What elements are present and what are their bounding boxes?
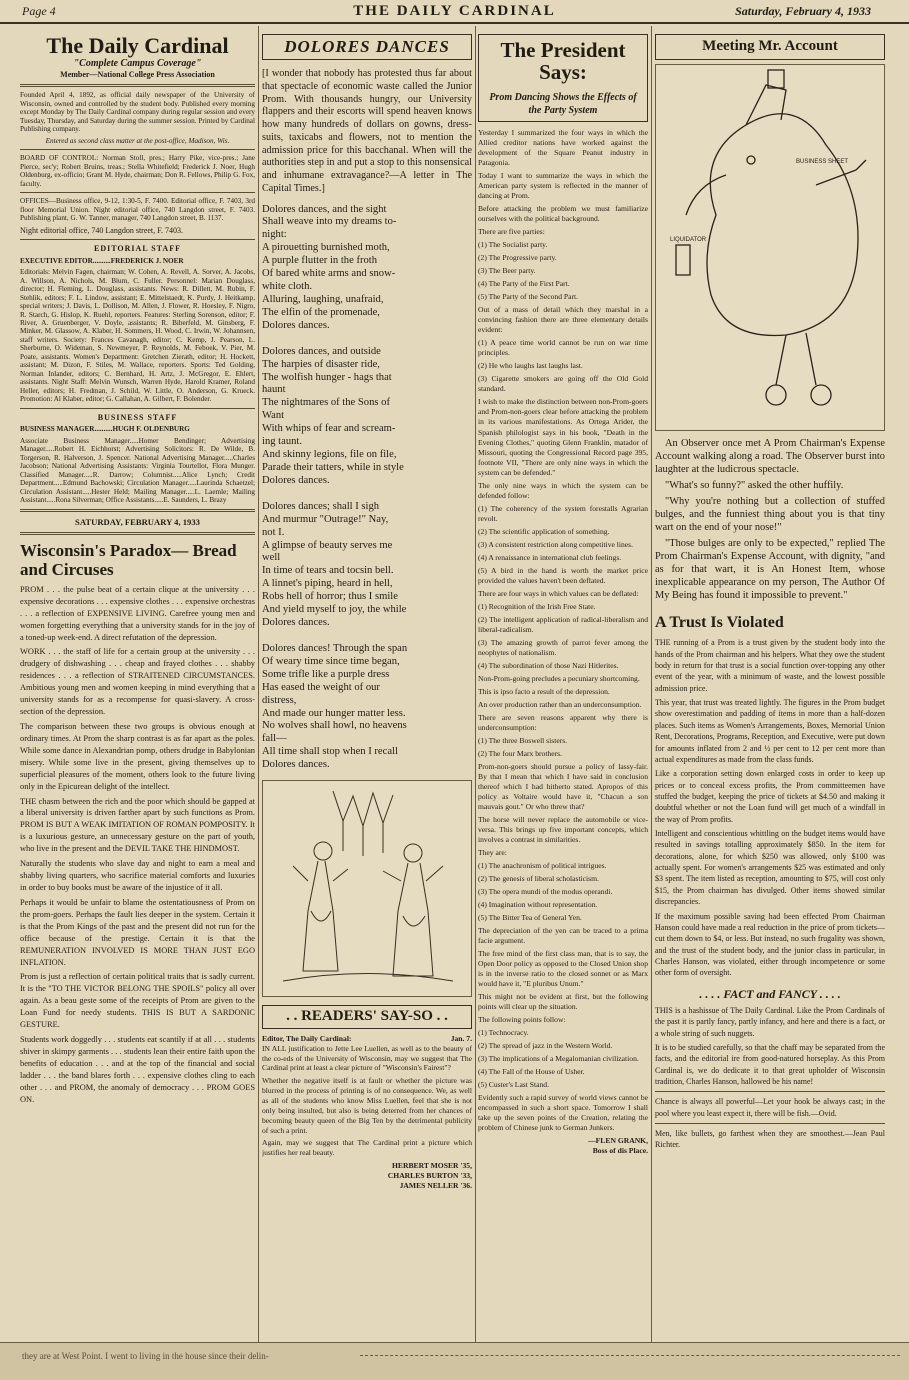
president-signature-title: Boss of dis Place. [592,1146,648,1156]
president-paragraph: Evidently such a rapid survey of world views cannot be encompassed in such a short space. Tomorrow I shall take up the seven points of the Creation, relating the problem of Chinese junk to German Junkers. [478,1093,648,1133]
letter-date: Jan. 7. [450,1033,472,1043]
president-paragraph: (2) The scientific application of something. [478,526,610,536]
president-paragraph: Before attacking the problem we must familiarize ourselves with the political background. [478,204,648,224]
paper-name: The Daily Cardinal [46,33,229,58]
president-paragraph: This might not be evident at first, but the following points will clear up the situation. [478,992,648,1012]
letter-paragraph: IN ALL justification to Jette Lee Luellen, as well as to the beauty of the co-eds of the University of Wisconsin, may we suggest that The Cardinal print at least a clear picture of "Wisconsin's Fairest"? [262,1043,472,1073]
trust-paragraph: This year, that trust was treated lightly. The figures in the Prom budget show overestimation and padding of items in more than a half-dozen places. Such items as Women's Arrangements, Boxes, Memorial Union Rent, Decorations, Programs, Reception, and Executive, were put down for amounts inflated from 2 and ½ per cent to 12 per cent more than actual expenditures as made from the class funds. [655,698,885,764]
fact-and-fancy-heading: . . . . FACT and FANCY . . . . [699,986,841,1001]
president-paragraph: (1) The Socialist party. [478,240,548,250]
dancers-illustration [262,780,472,997]
poem-body: Dolores dances, and the sight Shall weave into my dreams to- night: A pirouetting burnished moth, A purple flutter in the froth Of bared white arms and snow- white cloth. Alluring, laughing, unafraid, The elfin of the promenade, Dolores dances. Dolores dances, and outside The harpies of disaster ride, The wolfish hunger - hags that haunt The nightmares of the Sons of Want With whips of fear and scream- ing taunt. And skinny legions, file on file, Parade their tatters, while in style Dolores dances. Dolores dances; shall I sigh And murmur "Outrage!" Nay, not I. A glimpse of beauty serves me well In time of tears and tocsin bell. A linnet's piping, heard in hell, Robs hell of horror; thus I smile And yield myself to joy, the while Dolores dances. Dolores dances! Through the span Of weary time since time began, Some trifle like a purple dress Has eased the weight of our distress, And made our hunger matter less. No wolves shall howl, no heavens fall— All time shall stop when I recall Dolores dances. [262,203,408,771]
founded-text: Founded April 4, 1892, as official daily newspaper of the University of Wisconsin, owned and controlled by the student body. Published every morning except Monday by The Daily Cardinal company during regular session and every Tuesday, Thursday, and Saturday during the summer session. Printed by Cardinal Publishing company. [20,91,255,134]
divider [20,239,255,240]
president-paragraph: This is ipso facto a result of the depression. [478,686,610,696]
president-paragraph: Non-Prom-going precludes a pecuniary shortcoming. [478,673,640,683]
editorial-staff-list: Editorials: Melvin Fagen, chairman; W. Cohen, A. Revell, A. Sorver, A. Jacobs, A. Willson, A. Nichols, M. Blum, C. Fuller. Personnel: Marian Douglass, director; H. Fleming, L. Douglass, assistants. News: R. Dillett, M. Rubin, F. Stehlik, editors; F. L. Lindow, assistant; E. Mittelstaedt, K. Purdy, J. Heitkamp, special writers; J. Davis, L. Dollison, M. Allen, J. Flower, R. Hoesley, F. Nigro, R. Starch, G. Hislop, K. Ruehl, reporters. Features: Sterling Sorenson, editor; F. River, A. Gruenberger, V. Doyle, assistants; R. Biberfeld, M. Ginsberg, F. Minker, M. Glassow, A. Klaber, H. Sommers, H. Wood, C. Irwin, W. Johannsen, staff writers. Society: Frances Cavanagh, editor; C. Kemp, J. Pearson, L. Sherburne, O. Wideman, S. Newmeyer, P. Reynolds, M. Feboek, V. Pier, M. Poate, assistants. Women's Department: Gretchen Zierath, editor; H. Hockett, assistant; M. Dizon, F. Stiles, M. Wallace, reporters. Sports: Ted Golding, Norman Inlander, editors; C. Bernhard, H. Artz, J. McGregor, E. Ehlert, assistants. Night Staff: Melvin Wunsch, Warren Hyde, Harold Kramer, Roland Heller, editors; H. Fredman, J. Schild, W. Little, O. Anderson, G. Krueck. Promotion: Al Klaber, editor; G. Callahan, A. Gilbert, F. Bolender. [20,268,255,404]
president-paragraph: (5) Custer's Last Stand. [478,1080,549,1090]
president-says-subtitle: Prom Dancing Shows the Effects of the Party System [489,92,637,117]
president-paragraph: They are: [478,848,507,858]
president-says-body [478,128,648,1133]
header-date: Saturday, February 4, 1933 [735,4,871,18]
letter-signer: CHARLES BURTON '33, [387,1171,472,1181]
president-paragraph: (2) The Progressive party. [478,253,557,263]
entered-text: Entered as second class matter at the post-office, Madison, Wis. [45,136,230,145]
president-paragraph: Out of a mass of detail which they marshal in a convincing fashion there are three elementary details evident: [478,305,648,335]
president-paragraph: (4) The Fall of the House of Usher. [478,1067,585,1077]
president-paragraph: (4) The Party of the First Part. [478,279,570,289]
editorial-body [20,584,255,1106]
trust-violated-title: A Trust Is Violated [655,613,784,631]
letter-salutation: Editor, The Daily Cardinal: [262,1033,352,1043]
editorial-paragraph: Students work doggedly . . . students eat scantily if at all . . . students shiver in skimpy garments . . . students lean their entire faith upon the benefits of education . . . and at the top of the financial and social ladder . . . the band blares forth . . . expensive clothes cling to each other . . . and PROM, the anomaly of democracy . . . PROM GOES ON. [20,1035,255,1104]
readers-say-so-heading: . . READERS' SAY-SO . . [262,1005,472,1029]
cartoon-label: BUSINESS SHEET [796,158,849,165]
trust-paragraph: THE running of a Prom is a trust given by the student body into the hands of the Prom chairman and his helpers. What they owe the student body in return for that trust is a social function over-topping any other event of the year, with a minimum of waste, and the lowest possible admission price. [655,638,885,693]
editorial-staff-heading: EDITORIAL STAFF [94,244,181,254]
readers-letter [262,1035,472,1191]
masthead: THE DAILY CARDINAL [353,3,556,19]
president-paragraph: (2) The intelligent application of radical-liberalism and liberal-radicalism. [478,614,648,634]
president-paragraph: The only nine ways in which the system can be defended follow: [478,480,648,500]
divider [20,192,255,193]
president-paragraph: The free mind of the first class man, that is to say, the Open Door policy as opposed to the Closed Union shop is in the inverse ratio to the closed sonnet or as Marx would have it, "E pluribus Unum." [478,949,648,989]
letter-paragraph: Whether the negative itself is at fault or whether the picture was blurred in the process of printing is of no consequence. We, as well as all of the students who know Miss Luellen, feel that she is not only being insulted, but also is being deterred from her chances of becoming beauty queen of the Big Ten by the detrimental publicity of such a print. [262,1076,472,1135]
president-paragraph: (3) The Beer party. [478,266,536,276]
fact-paragraph: THIS is a hashissue of The Daily Cardinal. Like the Prom Cardinals of the past it is partly fancy, partly infancy, and here and there is a fact, or a whole string of such nuggets. [655,1005,885,1038]
column-meeting-trust [655,28,885,1338]
president-paragraph: (2) The spread of jazz in the Western World. [478,1041,613,1051]
member-line: Member—National College Press Association [60,69,215,79]
poem-intro-text: [I wonder that nobody has protested thus far about that spectacle of economic waste called the Junior Prom. With thousands hungry, our University flappers and their escorts will spend heaven knows how many hundreds of dollars on gowns, dress-suits, taxicabs and flowers, not to mention the admission price for this bacchanal. When will the authorities step in and put a stop to this nonsensical and inhumane extravagance?—A letter in The Capital Times.] [262,68,472,194]
column-rule [258,26,259,1342]
column-president-says [478,28,648,1338]
poem-title: DOLORES DANCES [262,34,472,60]
night-office: Night editorial office, 740 Langdon street, F. 7403. [20,225,183,235]
meeting-paragraph: "What's so funny?" asked the other huffily. [665,479,844,491]
column-rule [651,26,652,1342]
executive-editor: EXECUTIVE EDITOR..........FREDERICK J. NOER [20,256,184,265]
divider [20,532,255,535]
slogan: "Complete Campus Coverage" [73,58,202,70]
president-paragraph: (4) The subordination of those Nazi Hitlerites. [478,660,619,670]
cartoon-label: LIQUIDATOR [670,236,707,243]
letter-signer: JAMES NELLER '36. [399,1180,472,1190]
trust-violated-body [655,637,885,1151]
president-paragraph: An over production rather than an underconsumption. [478,699,642,709]
trust-paragraph: Intelligent and conscientious whittling on the budget items would have resulted in savings totalling approximately $850. In the item for decorations, alone, for which $250 was allowed, only $100 was actually spent. For women's arrangements $25 was estimated and only $3 spent. The item listed as reception, amounting to $75, will cost only $15, the Prom chairman has divulged. Other items showed similar discrepancies. [655,829,885,907]
president-paragraph: There are seven reasons apparent why there is underconsumption: [478,712,648,732]
page-number: Page 4 [22,4,56,18]
president-paragraph: There are four ways in which values can be deflated: [478,588,639,598]
president-signature: —FLEN GRANK, [588,1136,648,1146]
president-says-box [478,34,648,122]
editorial-paragraph: WORK . . . the staff of life for a certain group at the university . . . drudgery of dishwashing . . . cheap and frayed clothes . . . shabby residences . . . a reflection of STRAITENED CIRCUMSTANCES. Ambitious young men and women keeping in mind everything that a university stands for as a recompense for quasi-slavery. A cross-section of the depression. [20,647,255,717]
president-says-title: The President Says: [500,38,626,85]
fact-paragraph: It is to be studied carefully, so that the chaff may be separated from the facts, and the editorial ire from good-natured horseplay. As this Prom Cardinal is, we do dedicate it to that great upholder of Wisconsin tradition, Charles Hanson, hallowed be his name! [655,1042,885,1087]
divider [20,509,255,512]
column-rule [475,26,476,1342]
president-paragraph: (1) The three Boswell sisters. [478,735,568,745]
president-paragraph: Yesterday I summarized the four ways in which the Allied creditor nations have worked against the development of the Square Peanut industry in Patagonia. [478,128,648,168]
divider [655,1123,885,1124]
editorial-paragraph: Perhaps it would be unfair to blame the ostentatiousness of Prom on the prom-goers. Perhaps the fault lies deeper in the system. Certain it is that the Prom Kings of the past and the present did not run for the office because of the prestige. Certain it is that the REMUNERATION INVOLVED IS MORE THAN JUST EGO INFLATION. [20,897,255,967]
quote-ovid: Chance is always all powerful—Let your hook be always cast; in the pool where you least expect it, there will be fish.—Ovid. [655,1097,885,1118]
column-poem-letters [262,28,472,1338]
letter-paragraph: Again, may we suggest that The Cardinal print a picture which justifies her real beauty. [262,1138,472,1158]
editorial-paragraph: PROM . . . the pulse beat of a certain clique at the university . . . expensive decorations . . . expensive clothes . . . expensive orchestras . . . a reflection of EXPENSIVE LIVING. Carefree young men and women forgetting everything that a university stands for in the joy of a toned-up week-end. A direct refutation of the depression. [20,584,255,642]
president-paragraph: Today I want to summarize the ways in which the American party system is reflected in the manner of dancing at Prom. [478,171,648,201]
bottom-strip-text: they are at West Point. I went to living in the house since their delin- [22,1351,269,1361]
editorial-title: Wisconsin's Paradox— Bread and Circuses [20,540,237,580]
president-paragraph: (1) A peace time world cannot be run on war time principles. [478,338,648,358]
president-paragraph: (3) The implications of a Megalomanian civilization. [478,1054,639,1064]
issue-date: SATURDAY, FEBRUARY 4, 1933 [75,516,200,527]
meeting-text [655,437,885,602]
president-paragraph: (3) The amazing growth of parrot fever among the neophytes of nationalism. [478,637,648,657]
editorial-paragraph: Naturally the students who slave day and night to earn a meal and shabby living quarters, who sacrifice material comforts and luxuries in order to buy books must be aware of the injustice of it all. [20,859,255,892]
bottom-torn-strip [0,1342,909,1380]
trust-paragraph: Like a corporation setting down enlarged costs in order to keep up prices or to conceal excess profits, the Prom committeemen have stuffed the budget, keeping the price of tickets at $4.50 and making it doubtful whether or not the Loan fund will get much of a windfall in the way of Prom profits. [655,769,885,824]
tear-line [360,1355,900,1364]
editorial-paragraph: THE chasm between the rich and the poor which should be gapped at a liberal university is driven farther apart by such functions as Prom. PROM IS BUT A WEAK IMITATION OF ROMAN POMPOSITY. It is a luxurious gesture, an unnecessary gesture on the part of youth, who live in the present and the DEVIL TAKE THE HINDMOST. [20,796,255,854]
president-paragraph: (2) He who laughs last laughs last. [478,361,583,371]
offices-text: OFFICES—Business office, 9-12, 1:30-5, F. 7400. Editorial office, F. 7403, 3rd floor Memorial Union. Night editorial office, 740 Langdon street, F. 7403. Publishing plant, G. W. Tanner, manager, 740 Langdon street, B. 1137. [20,197,255,223]
cartoon-drawing [656,65,884,428]
meeting-mr-account-heading: Meeting Mr. Account [655,34,885,60]
president-paragraph: (1) The coherency of the system forestalls Agrarian revolt. [478,503,648,523]
editorial-paragraph: Prom is just a reflection of certain political traits that is sadly current. It is the "TO THE VICTOR BELONG THE SPOILS" policy all over again. As a beau geste some of the receipts of Prom are given to the Loan Fund for needy students. THIS IS BUT A SARDONIC GESTURE. [20,972,255,1030]
business-staff-list: Associate Business Manager.....Homer Bendinger; Advertising Manager.....Robert H. Eichhorst; Advertising Solicitors: R. De Wilde, B. Torgerson, R. Halverson, J. Spencer. National Advertising Manager.....Charles Jacobson; National Advertising Assistants: Virginia Tourtellot, Flora Munger. Classified Manager.....R. Darrow; Columnist.....Alice Lynch; Credit Department.....Edmund Bachowski; Circulation Manager.....Laurinda Schaetzel; Circulation Assistant.....Hester Held; Mailing Manager.....L. Laemle; Mailing Assistant.....Rona Silverman; Office Assistants.....E. Saunders, L. Brazy [20,436,255,505]
president-paragraph: There are five parties: [478,227,545,237]
president-paragraph: I wish to make the distinction between non-Prom-goers and Prom-non-goers clear before attacking the problem in its various manifestations. As Ortega Arider, the Spanish philologist says in his book, "Death in the Evening Clothes," quoting Glenn Franklin, matador of Missouri, quoting the Congressional Record page 395, footnote VII, "There are only nine ways in which the system can be defended." [478,397,648,477]
business-manager: BUSINESS MANAGER..........HUGH F. OLDENBURG [20,425,190,434]
divider [20,149,255,150]
board-of-control: BOARD OF CONTROL: Norman Stoll, pres.; Harry Pike, vice-pres.; Jane Pierce, sec'y; Robert Bruins, treas.; Stella Whitefield; Frederick J. Noer, Hugh Oldenburg, ex-officio; Grant M. Hyde, chairman; Don R. Fellows, Philip G. Fox, faculty. [20,154,255,188]
president-paragraph: Prom-non-goers should pursue a policy of lassy-fair. By that I mean that which I have said in conclusion thereof which I had hitherto stated. Apropos of this policy as Voltaire would have it, "Chacun a son mauvais gout." Or who threw that? [478,761,648,811]
meeting-paragraph: "Those bulges are only to be expected," replied The Prom Chairman's Expense Account, with dignity, "and as for that wart, it is An Honest Item, whose inexplicable appearance on my person, The Author Of My Being has found it impossible to prevent." [655,537,885,601]
president-paragraph: (5) A bird in the hand is worth the market price provided the values haven't been deflated. [478,565,648,585]
president-paragraph: (3) Cigarette smokers are going off the Old Gold standard. [478,374,648,394]
quote-richter: Men, like bullets, go farthest when they are smoothest.—Jean Paul Richter. [655,1129,885,1150]
divider [655,1091,885,1092]
president-paragraph: (1) Technocracy. [478,1028,529,1038]
meeting-paragraph: "Why you're nothing but a collection of stuffed bulges, and the funniest thing about you is that tiny wart on the end of your nose!" [655,495,885,533]
business-staff-heading: BUSINESS STAFF [97,412,178,422]
president-paragraph: (1) The anachronism of political intrigues. [478,861,607,871]
letter-signer: HERBERT MOSER '35, [392,1161,472,1171]
poem-intro [262,68,472,196]
dancers-drawing [263,781,471,994]
divider [20,408,255,409]
editorial-paragraph: The comparison between these two groups is obvious enough at ordinary times. At Prom the sharp contrast is as far apart as the poles. While some dance in Alexandrian pomp, others drudge in Babylonian misery. While some live in the present, giving themselves up to superficial pleasures of the moment, others look to the future living only in the Epicurean delight of the intellect. [20,722,255,791]
president-paragraph: (4) Imagination without representation. [478,900,598,910]
president-paragraph: (5) The Party of the Second Part. [478,292,579,302]
president-paragraph: (2) The genesis of liberal scholasticism. [478,874,599,884]
president-paragraph: (5) The Bitter Tea of General Yen. [478,913,582,923]
president-paragraph: (3) A consistent restriction along competitive lines. [478,539,634,549]
president-paragraph: (2) The four Marx brothers. [478,748,562,758]
expense-account-cartoon [655,64,885,431]
president-paragraph: The depreciation of the yen can be traced to a prima facie argument. [478,926,648,946]
president-paragraph: The following points follow: [478,1015,566,1025]
president-paragraph: The horse will never replace the automobile or vice-versa. This brings up five important concepts, which involves a contrast in similarities. [478,815,648,845]
column-masthead-editorial [20,28,255,1338]
trust-paragraph: If the maximum possible saving had been effected Prom Chairman Hanson could have made a real reduction in the price of prom tickets—cut them down to $4, or less. But instead, no such frugality was shown, and the trust of the student body, and the junior class in particular, in Charles Hanson, was violated, either through incompetence or some other form of oversight. [655,911,885,978]
president-paragraph: (1) Recognition of the Irish Free State. [478,601,596,611]
president-paragraph: (4) A renaissance in international club feelings. [478,552,622,562]
meeting-paragraph: An Observer once met A Prom Chairman's Expense Account walking along a road. The Observer burst into laughter at the ludicrous spectacle. [655,437,885,475]
divider [20,84,255,87]
page-header [0,0,909,24]
president-paragraph: (3) The opera mundi of the modus operandi. [478,887,613,897]
